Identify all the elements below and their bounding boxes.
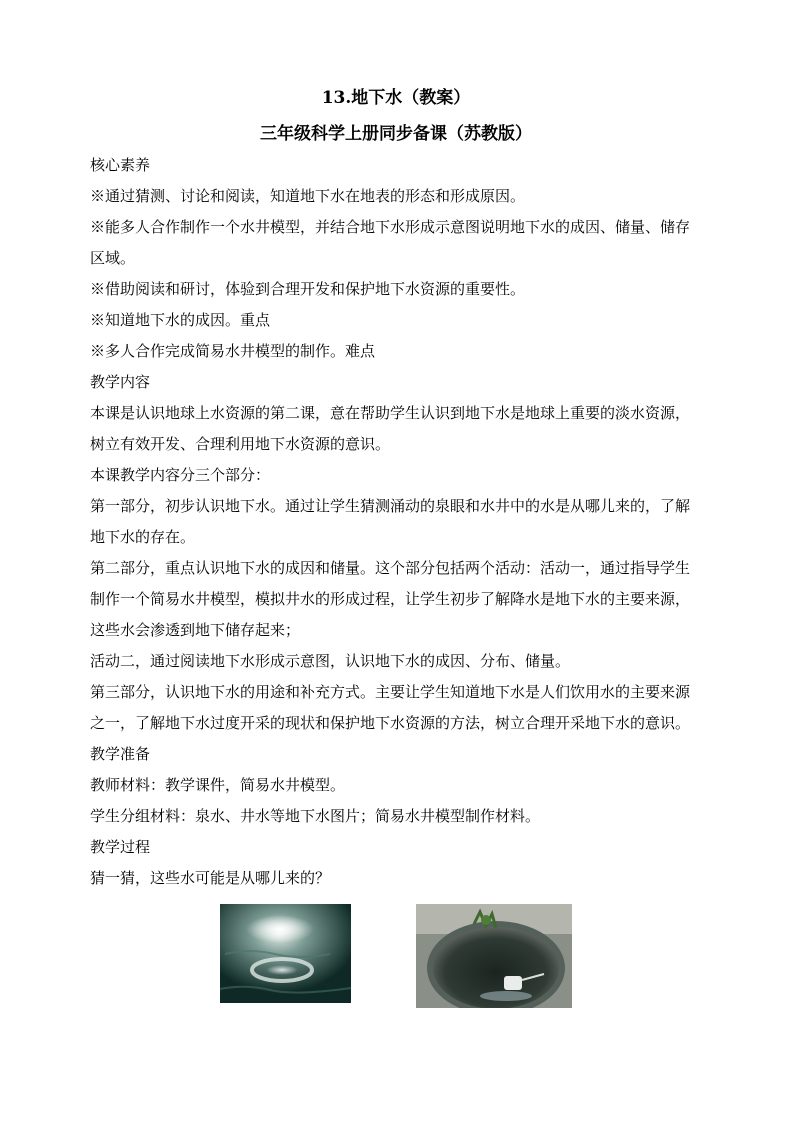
section-heading-content: 教学内容	[90, 373, 151, 391]
key-point: ※知道地下水的成因。重点	[90, 311, 271, 329]
teacher-materials: 教师材料：教学课件，简易水井模型。	[90, 776, 346, 794]
part-two: 第二部分，重点认识地下水的成因和储量。这个部分包括两个活动：活动一，通过指导学生制作一个简易水井模型，模拟井水的形成过程，让学生初步了解降水是地下水的主要来源，这些水会渗透到地下储存起来；	[90, 559, 691, 639]
activity-two: 活动二，通过阅读地下水形成示意图，认识地下水的成因、分布、储量。	[90, 652, 571, 670]
part-one: 第一部分，初步认识地下水。通过让学生猜测涌动的泉眼和水井中的水是从哪儿来的，了解地下水的存在。	[90, 497, 691, 546]
section-heading-core-literacy: 核心素养	[90, 156, 151, 174]
objective-1: ※通过猜测、讨论和阅读，知道地下水在地表的形态和形成原因。	[90, 187, 526, 205]
section-heading-process: 教学过程	[90, 838, 151, 856]
student-materials: 学生分组材料：泉水、井水等地下水图片；简易水井模型制作材料。	[90, 807, 541, 825]
guess-question: 猜一猜，这些水可能是从哪儿来的？	[90, 869, 331, 887]
difficult-point: ※多人合作完成简易水井模型的制作。难点	[90, 342, 376, 360]
part-three: 第三部分，认识地下水的用途和补充方式。主要让学生知道地下水是人们饮用水的主要来源之一，了解地下水过度开采的现状和保护地下水资源的方法，树立合理开采地下水的意识。	[90, 683, 691, 732]
well-water-photo	[416, 904, 572, 1008]
spring-water-photo	[220, 904, 351, 1003]
objective-3: ※借助阅读和研讨，体验到合理开发和保护地下水资源的重要性。	[90, 280, 526, 298]
content-intro: 本课是认识地球上水资源的第二课，意在帮助学生认识到地下水是地球上重要的淡水资源，树立有效开发、合理利用地下水资源的意识。	[90, 404, 691, 453]
doc-subtitle: 三年级科学上册同步备课（苏教版）	[260, 124, 532, 144]
photo-row	[90, 896, 702, 1006]
document-page	[90, 88, 702, 1006]
content-parts: 本课教学内容分三个部分：	[90, 466, 271, 484]
doc-title: 13.地下水（教案）	[321, 88, 471, 108]
objective-2: ※能多人合作制作一个水井模型，并结合地下水形成示意图说明地下水的成因、储量、储存区域。	[90, 218, 691, 267]
section-heading-preparation: 教学准备	[90, 745, 151, 763]
